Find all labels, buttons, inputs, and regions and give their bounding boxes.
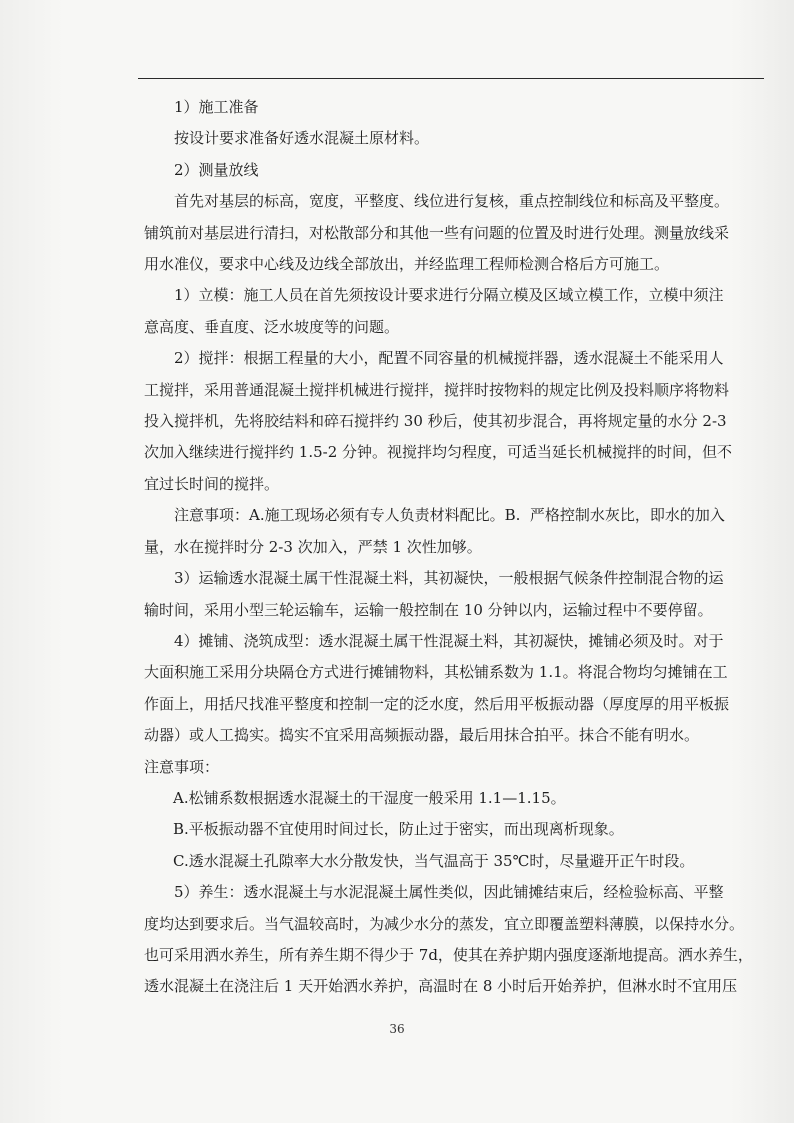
paragraph-line: 2）搅拌：根据工程量的大小，配置不同容量的机械搅拌器，透水混凝土不能采用人	[174, 349, 724, 368]
paragraph-line: 动器）或人工捣实。捣实不宜采用高频振动器，最后用抹合拍平。抹合不能有明水。	[144, 726, 700, 745]
paragraph-line: 用水准仪，要求中心线及边线全部放出，并经监理工程师检测合格后方可施工。	[144, 255, 670, 274]
paragraph-line: 3）运输透水混凝土属干性混凝土料，其初凝快，一般根据气候条件控制混合物的运	[174, 569, 724, 588]
body-text	[144, 92, 774, 1003]
notes-heading: 注意事项：	[144, 757, 220, 776]
heading-survey-setout: 2）测量放线	[174, 160, 259, 179]
paragraph-line: 注意事项：A.施工现场必须有专人负责材料配比。B. 严格控制水灰比，即水的加入	[174, 506, 725, 525]
paragraph-line: 度均达到要求后。当气温较高时，为减少水分的蒸发，宜立即覆盖塑料薄膜，以保持水分。	[144, 914, 745, 933]
paragraph-line: 透水混凝土在浇注后 1 天开始洒水养护，高温时在 8 小时后开始养护，但淋水时不宜用压	[144, 977, 738, 996]
paragraph-line: 作面上，用括尺找准平整度和控制一定的泛水度，然后用平板振动器（厚度厚的用平板振	[144, 694, 730, 713]
paragraph-line: 量，水在搅拌时分 2-3 次加入，严禁 1 次性加够。	[144, 537, 482, 556]
header-rule	[138, 78, 764, 79]
paragraph-line: 铺筑前对基层进行清扫，对松散部分和其他一些有问题的位置及时进行处理。测量放线采	[144, 223, 730, 242]
paragraph-line: 5）养生：透水混凝土与水泥混凝土属性类似，因此铺摊结束后，经检验标高、平整	[174, 883, 724, 902]
paragraph-line: 工搅拌，采用普通混凝土搅拌机械进行搅拌，搅拌时按物料的规定比例及投料顺序将物料	[144, 380, 730, 399]
heading-construction-prep: 1）施工准备	[174, 98, 259, 116]
paragraph-line: 也可采用洒水养生，所有养生期不得少于 7d，使其在养护期内强度逐渐地提高。洒水养生，	[144, 945, 753, 964]
paragraph-line: 投入搅拌机，先将胶结料和碎石搅拌约 30 秒后，使其初步混合，再将规定量的水分 2-3	[144, 412, 727, 431]
note-item: B.平板振动器不宜使用时间过长，防止过于密实，而出现离析现象。	[173, 820, 624, 839]
note-item: C.透水混凝土孔隙率大水分散发快，当气温高于 35℃时，尽量避开正午时段。	[173, 851, 695, 870]
paragraph-line: 1）立模：施工人员在首先须按设计要求进行分隔立模及区域立模工作，立模中须注	[174, 286, 724, 305]
page-number: 36	[389, 1022, 405, 1036]
paragraph-line: 次加入继续进行搅拌约 1.5-2 分钟。视搅拌均匀程度，可适当延长机械搅拌的时间，但不	[144, 443, 733, 462]
paragraph-line: 按设计要求准备好透水混凝土原材料。	[174, 129, 430, 148]
paragraph-line: 大面积施工采用分块隔仓方式进行摊铺物料，其松铺系数为 1.1。将混合物均匀摊铺在工	[144, 663, 728, 682]
paragraph-line: 首先对基层的标高，宽度，平整度、线位进行复核，重点控制线位和标高及平整度。	[174, 192, 730, 211]
paragraph-line: 宜过长时间的搅拌。	[144, 474, 280, 493]
paragraph-line: 输时间，采用小型三轮运输车，运输一般控制在 10 分钟以内，运输过程中不要停留。	[144, 600, 713, 619]
note-item: A.松铺系数根据透水混凝土的干湿度一般采用 1.1—1.15。	[173, 788, 566, 807]
paragraph-line: 意高度、垂直度、泛水坡度等的问题。	[144, 317, 400, 336]
paragraph-line: 4）摊铺、浇筑成型：透水混凝土属干性混凝土料，其初凝快，摊铺必须及时。对于	[174, 631, 724, 650]
